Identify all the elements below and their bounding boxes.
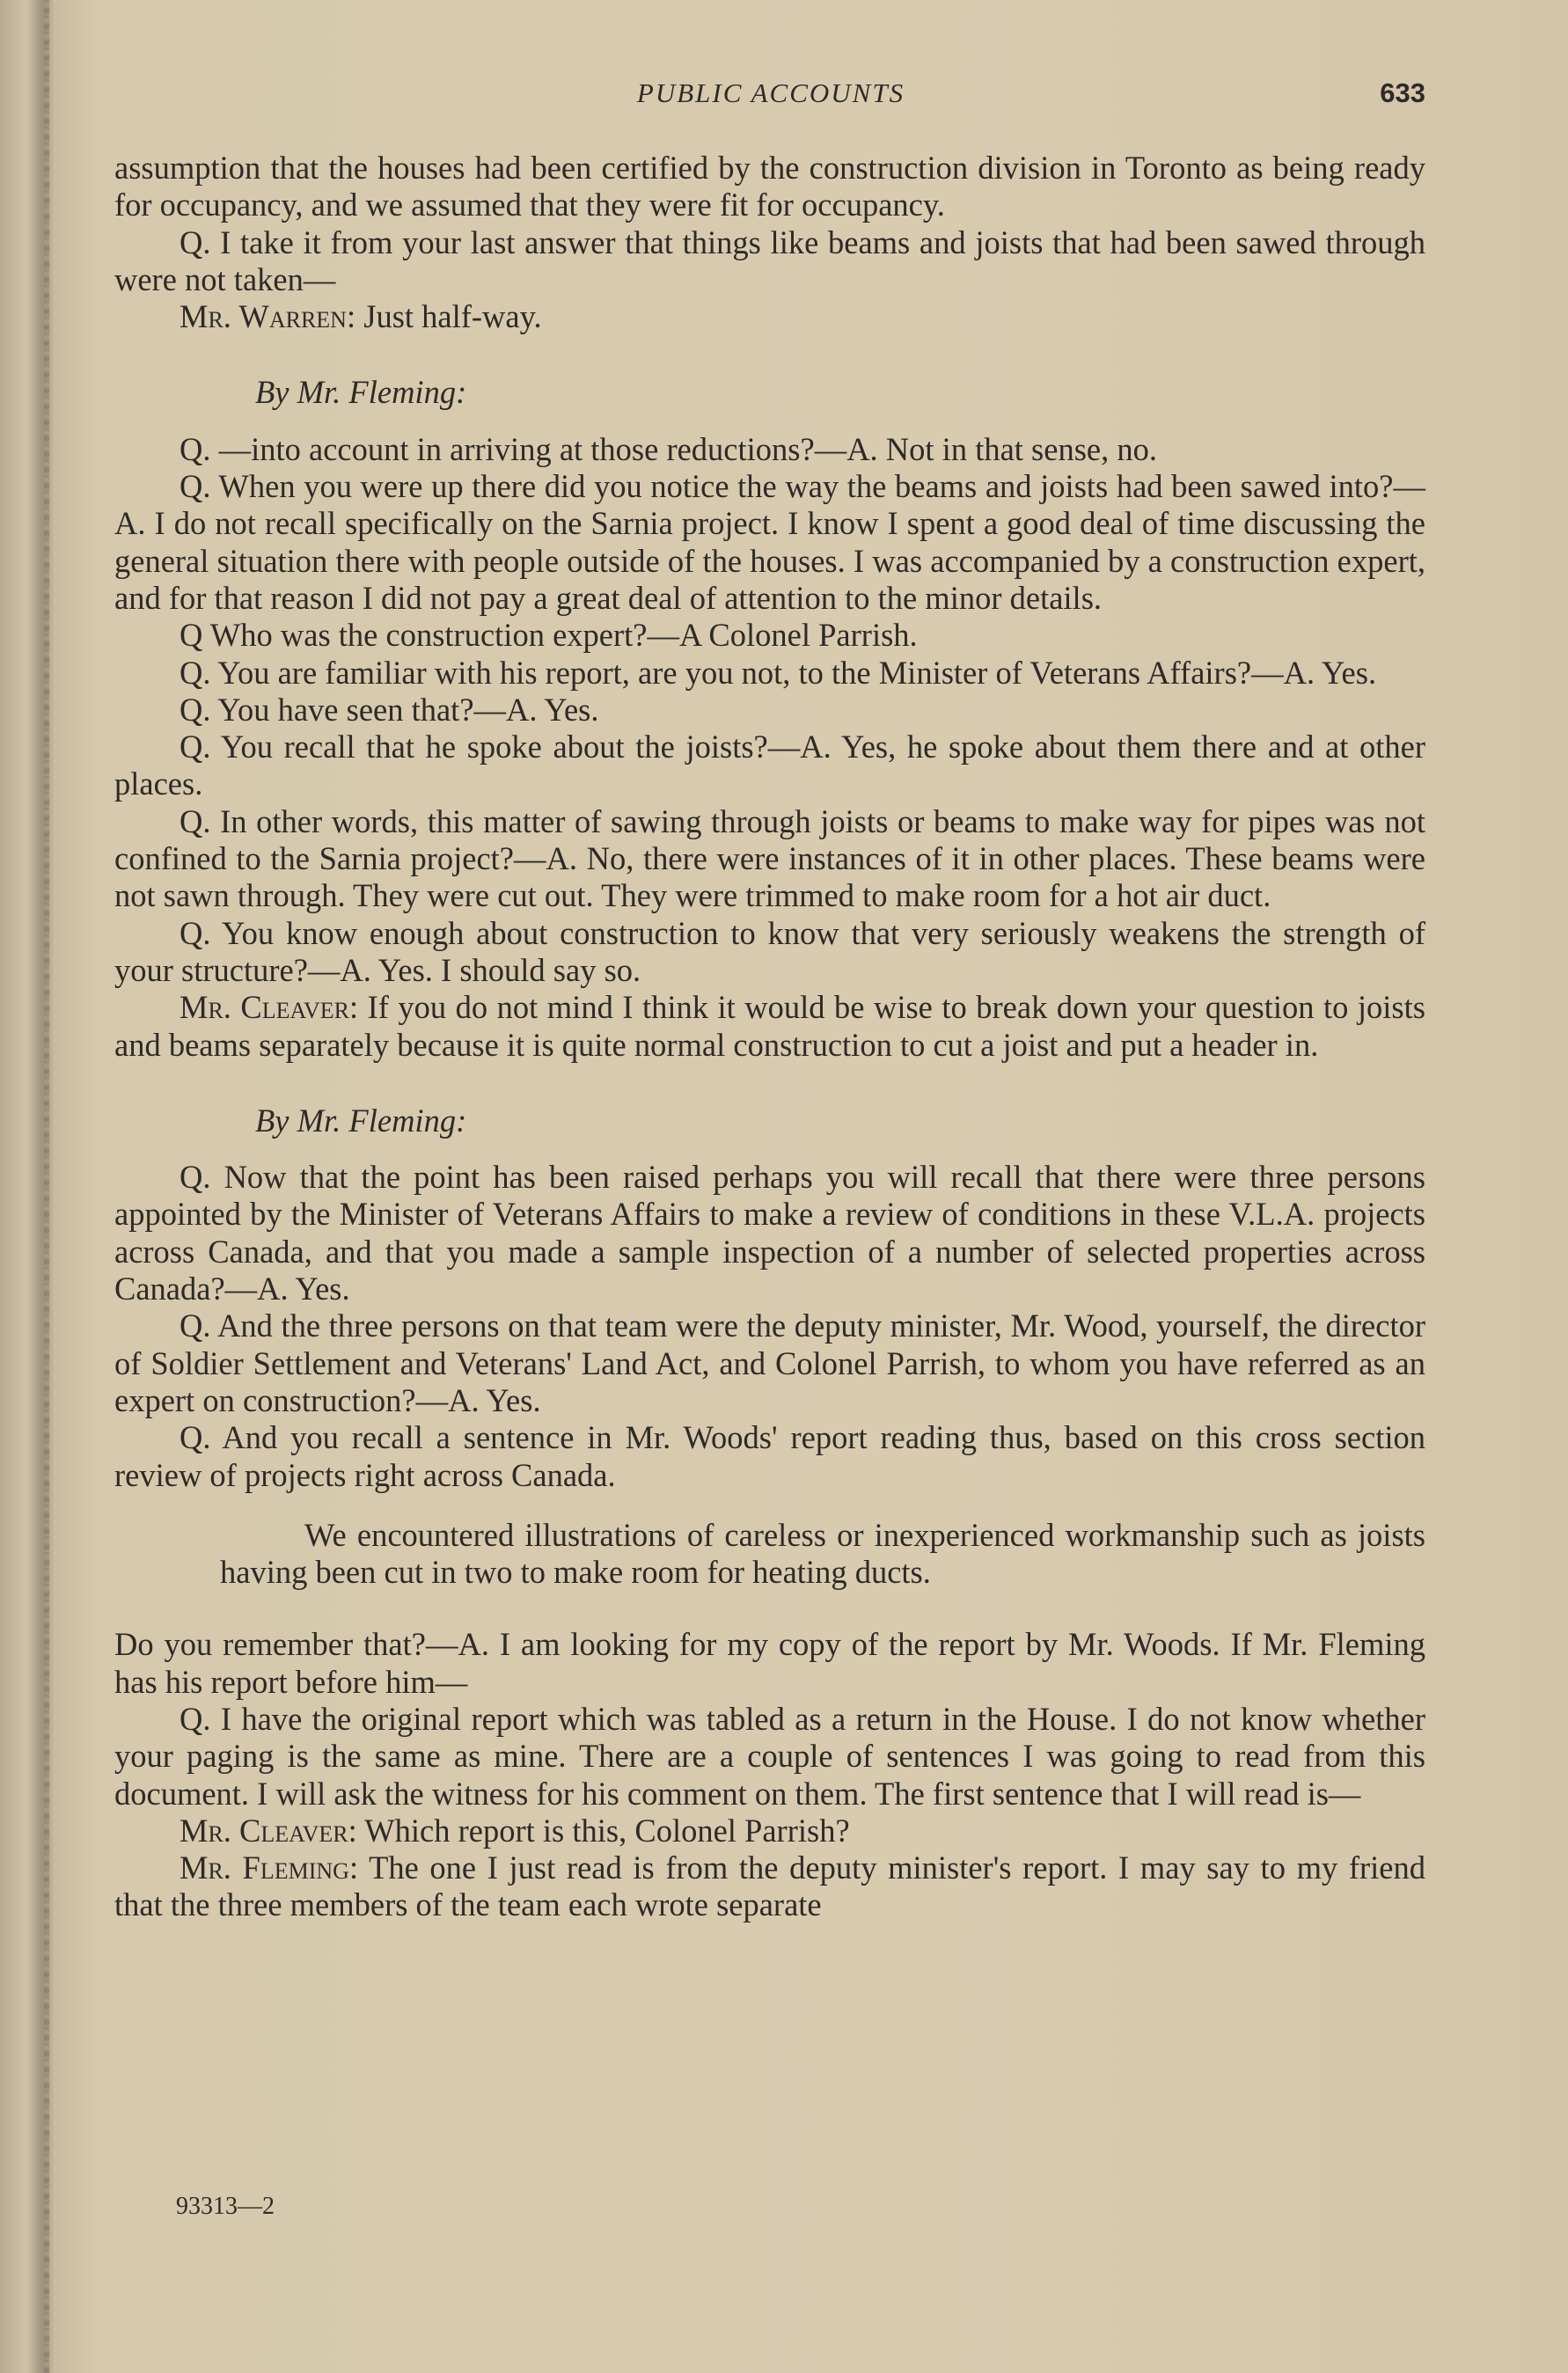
running-head: PUBLIC ACCOUNTS	[636, 77, 905, 108]
speaker-label: Mr. Cleaver:	[180, 989, 359, 1026]
speaker-text: Just half-way.	[363, 298, 542, 335]
paragraph: Q. And you recall a sentence in Mr. Woods' report reading thus, based on this cross section review of projects right across Canada.	[114, 1419, 1425, 1493]
speaker-label: Mr. Cleaver:	[180, 1812, 357, 1849]
paragraph: Q. You have seen that?—A. Yes.	[180, 691, 599, 728]
page-number: 633	[1380, 77, 1425, 108]
signature-mark: 93313—2	[176, 2193, 275, 2220]
speaker-text: The one I just read is from the deputy minister's report. I may say to my friend that the three members of the team each wrote separate	[114, 1849, 1425, 1923]
speaker-label: Mr. Fleming:	[180, 1849, 359, 1886]
speaker-paragraph	[114, 298, 1425, 335]
paragraph: Q. You know enough about construction to know that very seriously weakens the strength of your structure?—A. Yes. I should say so.	[114, 914, 1425, 988]
paragraph: Do you remember that?—A. I am looking for my copy of the report by Mr. Woods. If Mr. Fleming has his report before him—	[114, 1626, 1425, 1700]
speaker-text: If you do not mind I think it would be wise to break down your question to joists and beams separately because it is quite normal construction to cut a joist and put a header in.	[114, 989, 1425, 1063]
speaker-paragraph	[114, 1813, 1425, 1849]
paragraph: Q. I have the original report which was tabled as a return in the House. I do not know whether your paging is the same as mine. There are a couple of sentences I was going to read from this document. I will ask the witness for his comment on them. The first sentence that I will read is—	[114, 1700, 1425, 1812]
paragraph: Q. —into account in arriving at those reductions?—A. Not in that sense, no.	[180, 430, 1157, 467]
paragraph: Q. You recall that he spoke about the joists?—A. Yes, he spoke about them there and at other places.	[114, 729, 1425, 802]
speaker-paragraph	[114, 1849, 1425, 1924]
paragraph: Q. Now that the point has been raised perhaps you will recall that there were three persons appointed by the Minister of Veterans Affairs to make a review of conditions in these V.L.A. projects across Canada, and that you made a sample inspection of a number of selected properties across Canada?—A. Yes.	[114, 1159, 1425, 1307]
page-header	[116, 77, 1425, 118]
paragraph: Q. You are familiar with his report, are you not, to the Minister of Veterans Affairs?—A. Yes.	[180, 654, 1377, 691]
binding-gutter	[44, 0, 49, 2373]
speaker-paragraph	[114, 989, 1425, 1064]
paragraph: Q. When you were up there did you notice the way the beams and joists had been sawed into?—A. I do not recall specifically on the Sarnia project. I know I spent a good deal of time discussing the general situation there with people outside of the houses. I was accompanied by a construction expert, and for that reason I did not pay a great deal of attention to the minor details.	[114, 468, 1425, 616]
section-subheading: By Mr. Fleming:	[255, 374, 467, 411]
paragraph: Q. In other words, this matter of sawing through joists or beams to make way for pipes was not confined to the Sarnia project?—A. No, there were instances of it in other places. These beams were not sawn through. They were cut out. They were trimmed to make room for a hot air duct.	[114, 802, 1425, 914]
paragraph: Q. I take it from your last answer that things like beams and joists that had been sawed through were not taken—	[114, 223, 1425, 297]
document-body	[114, 150, 1425, 1924]
speaker-text: Which report is this, Colonel Parrish?	[364, 1812, 850, 1849]
paragraph: Q Who was the construction expert?—A Colonel Parrish.	[180, 617, 918, 654]
speaker-label: Mr. Warren:	[180, 298, 356, 335]
section-subheading: By Mr. Fleming:	[255, 1102, 467, 1139]
paragraph: assumption that the houses had been certified by the construction division in Toronto as being ready for occupancy, and we assumed that they were fit for occupancy.	[114, 150, 1425, 223]
paragraph: Q. And the three persons on that team were the deputy minister, Mr. Wood, yourself, the director of Soldier Settlement and Veterans' Land Act, and Colonel Parrish, to whom you have referred as an expert on construction?—A. Yes.	[114, 1307, 1425, 1418]
block-quote: We encountered illustrations of careless or inexperienced workmanship such as joists having been cut in two to make room for heating ducts.	[220, 1516, 1425, 1591]
